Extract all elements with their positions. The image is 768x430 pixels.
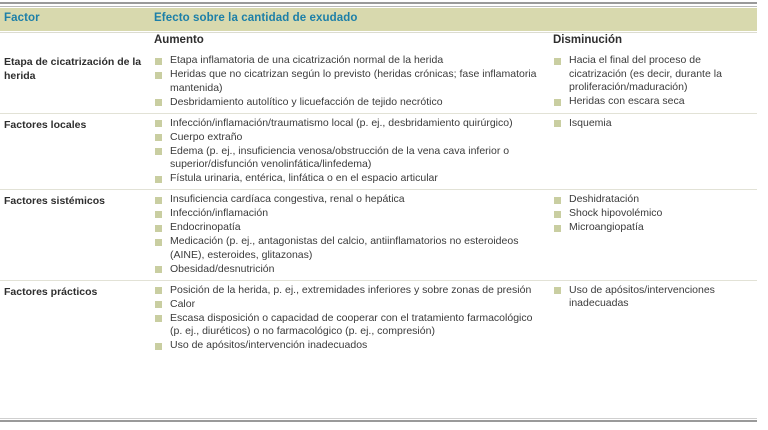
list-item <box>154 193 545 207</box>
cell-factor: Factores sistémicos <box>4 195 105 207</box>
list-item <box>553 95 753 109</box>
cell-decrease <box>553 117 757 131</box>
table-row <box>0 189 757 280</box>
list-item <box>154 339 545 353</box>
list-item <box>154 235 545 262</box>
table-bottom-rule-outer <box>0 420 757 422</box>
table-row <box>0 51 757 113</box>
subheader-increase: Aumento <box>154 34 204 46</box>
list-item <box>154 54 545 68</box>
list-item-label: Microangiopatía <box>569 221 644 233</box>
square-bullet-icon <box>155 301 162 308</box>
list-item-label: Shock hipovolémico <box>569 207 663 219</box>
table-bottom-rule-inner <box>0 418 757 419</box>
list-item-label: Hacia el final del proceso de cicatrización (es decir, durante la proliferación/maduración) <box>569 54 722 93</box>
cell-decrease <box>553 193 757 235</box>
list-item-label: Obesidad/desnutrición <box>170 262 275 275</box>
list-item <box>154 221 545 235</box>
table-subheader-row <box>0 34 757 50</box>
table-header-row <box>0 8 757 31</box>
column-header-factor: Factor <box>4 12 40 24</box>
square-bullet-icon <box>155 176 162 183</box>
square-bullet-icon <box>155 266 162 273</box>
cell-decrease-list <box>553 54 753 109</box>
list-item <box>154 312 545 339</box>
list-item <box>154 96 545 110</box>
cell-increase <box>154 284 553 354</box>
square-bullet-icon <box>554 120 561 127</box>
list-item <box>553 284 753 311</box>
table-body <box>0 51 757 356</box>
cell-increase-list <box>154 117 545 186</box>
square-bullet-icon <box>554 211 561 218</box>
list-item-label: Cuerpo extraño <box>170 130 243 143</box>
list-item-label: Infección/inflamación <box>170 207 269 219</box>
list-item <box>154 207 545 221</box>
cell-decrease-list <box>553 284 753 311</box>
square-bullet-icon <box>155 134 162 141</box>
list-item-label: Uso de apósitos/intervenciones inadecuadas <box>569 283 715 309</box>
square-bullet-icon <box>155 120 162 127</box>
cell-increase <box>154 54 553 110</box>
cell-decrease <box>553 284 757 312</box>
square-bullet-icon <box>155 315 162 322</box>
cell-increase-list <box>154 54 545 109</box>
square-bullet-icon <box>554 99 561 106</box>
cell-increase-list <box>154 193 545 276</box>
list-item-label: Deshidratación <box>569 193 640 205</box>
list-item-label: Desbridamiento autolítico y licuefacción de tejido necrótico <box>170 95 443 108</box>
table-top-rule-inner <box>0 6 757 7</box>
list-item-label: Posición de la herida, p. ej., extremidades inferiores y sobre zonas de presión <box>170 283 532 296</box>
list-item <box>154 284 545 298</box>
square-bullet-icon <box>155 211 162 218</box>
list-item-label: Infección/inflamación/traumatismo local (p. ej., desbridamiento quirúrgico) <box>170 116 513 129</box>
list-item-label: Heridas con escara seca <box>569 95 685 107</box>
column-header-effect: Efecto sobre la cantidad de exudado <box>154 12 358 24</box>
cell-increase-list <box>154 284 545 353</box>
list-item-label: Heridas que no cicatrizan según lo previsto (heridas crónicas; fase inflamatoria mantenida) <box>170 68 537 94</box>
square-bullet-icon <box>155 287 162 294</box>
table-top-rule-outer <box>0 2 757 4</box>
square-bullet-icon <box>155 72 162 79</box>
square-bullet-icon <box>155 58 162 65</box>
cell-decrease-list <box>553 193 753 235</box>
list-item <box>553 54 753 95</box>
table-row <box>0 113 757 190</box>
cell-decrease <box>553 54 757 109</box>
list-item <box>154 131 545 145</box>
square-bullet-icon <box>554 58 561 65</box>
cell-factor: Factores locales <box>4 118 87 131</box>
list-item <box>154 68 545 95</box>
list-item <box>154 145 545 172</box>
list-item-label: Insuficiencia cardíaca congestiva, renal o hepática <box>170 193 405 205</box>
cell-factor: Etapa de cicatrización de la herida <box>4 56 142 82</box>
list-item-label: Edema (p. ej., insuficiencia venosa/obstrucción de la vena cava inferior o superior/disfunción venolinfática/linfedema) <box>170 144 510 170</box>
subheader-decrease: Disminución <box>553 34 623 46</box>
table-row <box>0 280 757 357</box>
list-item-label: Calor <box>170 297 196 310</box>
list-item-label: Endocrinopatía <box>170 221 241 233</box>
list-item <box>154 117 545 131</box>
list-item-label: Isquemia <box>569 116 612 129</box>
square-bullet-icon <box>554 225 561 232</box>
cell-increase <box>154 193 553 277</box>
square-bullet-icon <box>155 343 162 350</box>
list-item-label: Medicación (p. ej., antagonistas del calcio, antiinflamatorios no esteroideos (AINE), esteroides, glitazonas) <box>170 235 519 261</box>
cell-factor: Factores prácticos <box>4 285 98 298</box>
list-item-label: Escasa disposición o capacidad de cooperar con el tratamiento farmacológico (p. ej., diuréticos) o no farmacológico (p. ej., compresión) <box>170 311 533 337</box>
header-underline <box>0 32 757 33</box>
cell-decrease-list <box>553 117 753 131</box>
cell-increase <box>154 117 553 187</box>
list-item-label: Fístula urinaria, entérica, linfática o en el espacio articular <box>170 172 438 184</box>
square-bullet-icon <box>554 197 561 204</box>
list-item <box>154 263 545 277</box>
list-item <box>154 298 545 312</box>
list-item <box>553 221 753 235</box>
list-item <box>553 117 753 131</box>
list-item-label: Uso de apósitos/intervención inadecuados <box>170 339 368 351</box>
square-bullet-icon <box>554 287 561 294</box>
list-item <box>553 207 753 221</box>
square-bullet-icon <box>155 197 162 204</box>
square-bullet-icon <box>155 225 162 232</box>
list-item <box>154 172 545 186</box>
square-bullet-icon <box>155 148 162 155</box>
list-item-label: Etapa inflamatoria de una cicatrización normal de la herida <box>170 54 444 66</box>
list-item <box>553 193 753 207</box>
square-bullet-icon <box>155 239 162 246</box>
square-bullet-icon <box>155 99 162 106</box>
